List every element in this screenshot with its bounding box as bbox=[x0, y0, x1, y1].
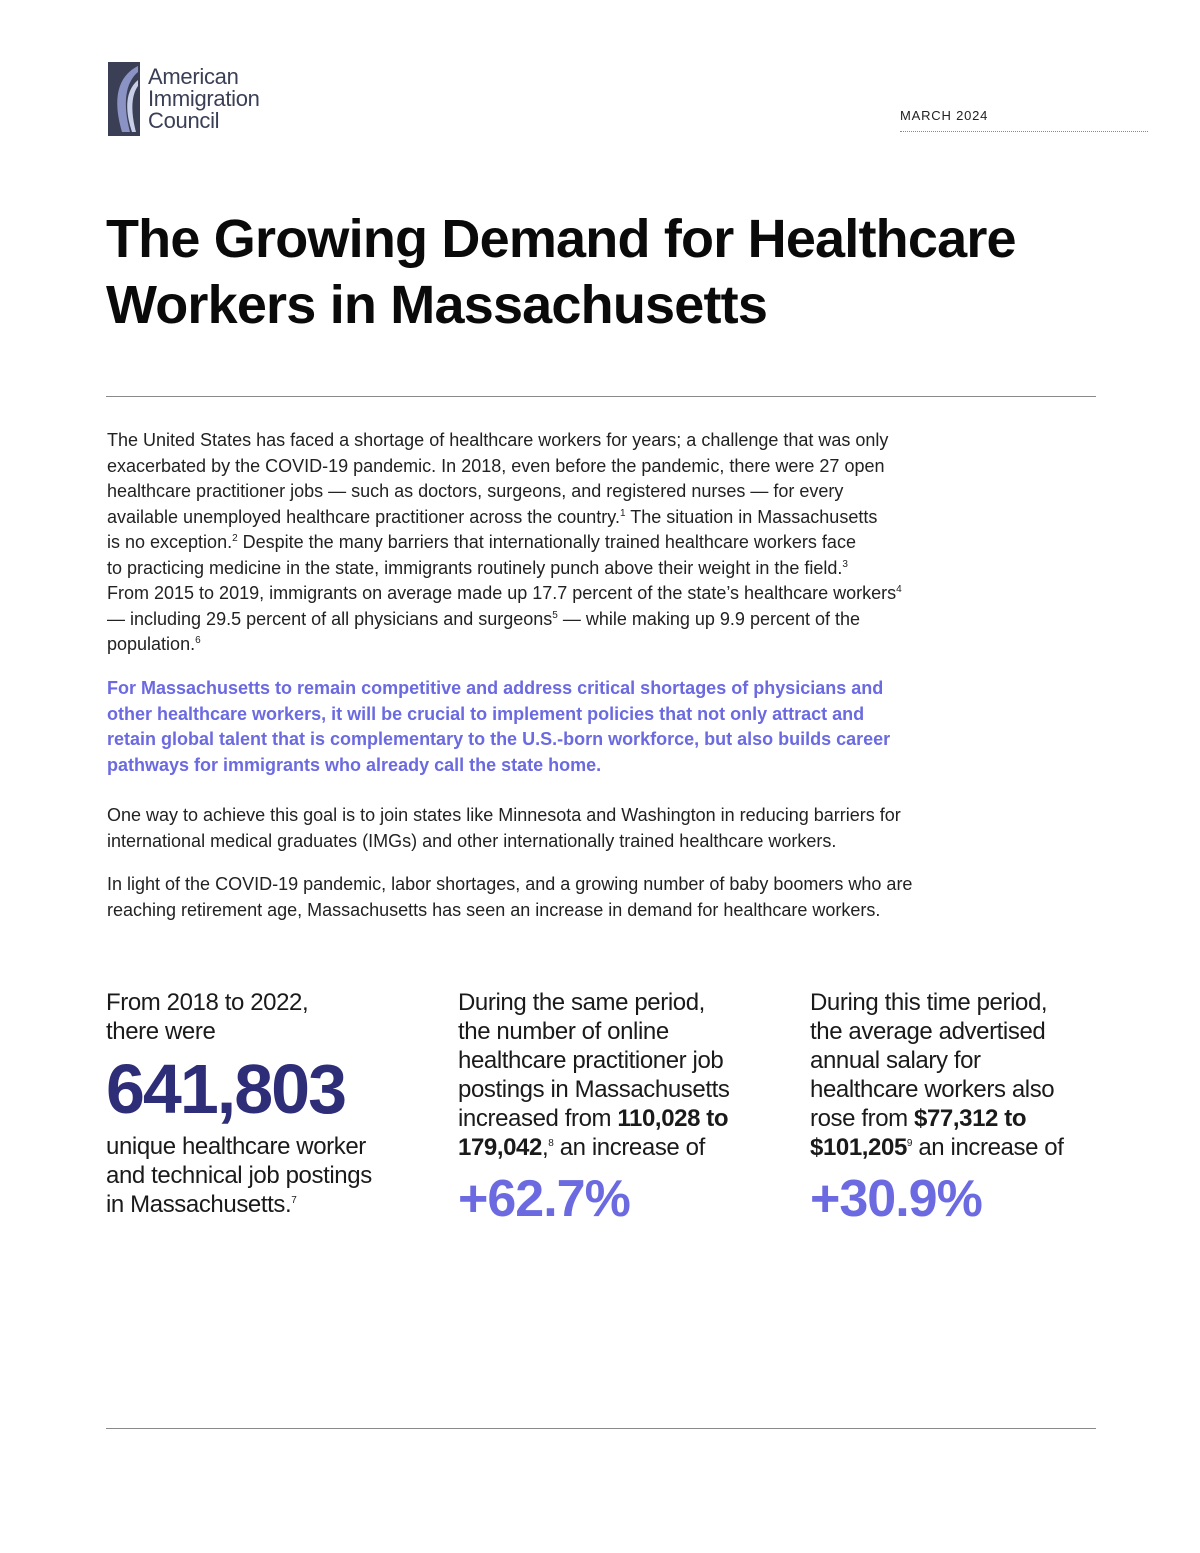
text-line bbox=[810, 1104, 1130, 1133]
text-line: international medical graduates (IMGs) and other internationally trained healthcare workers. bbox=[107, 830, 837, 851]
text-line: From 2018 to 2022, bbox=[106, 989, 309, 1016]
page-title bbox=[106, 206, 1166, 338]
publication-date: MARCH 2024 bbox=[900, 108, 989, 123]
text-line: One way to achieve this goal is to join states like Minnesota and Washington in reducing barriers for bbox=[107, 805, 901, 825]
org-logo bbox=[108, 62, 288, 140]
text-line: exacerbated by the COVID-19 pandemic. In 2018, even before the pandemic, there were 27 open bbox=[107, 455, 885, 476]
text-line: healthcare practitioner jobs — such as doctors, surgeons, and registered nurses — for every bbox=[107, 481, 844, 501]
text-line: postings in Massachusetts bbox=[458, 1076, 730, 1103]
text-span: From 2015 to 2019, immigrants on average made up 17.7 percent of the state’s healthcare workers bbox=[107, 583, 897, 603]
bold-value: 179,042 bbox=[458, 1134, 542, 1161]
bold-value: $101,205 bbox=[810, 1134, 907, 1161]
footnote-ref[interactable]: 2 bbox=[232, 533, 238, 544]
title-line: Workers in Massachusetts bbox=[106, 275, 768, 335]
logo-wordmark bbox=[148, 66, 260, 132]
text-line: For Massachusetts to remain competitive and address critical shortages of physicians and bbox=[107, 678, 884, 698]
bold-value: $77,312 to bbox=[914, 1105, 1027, 1132]
text-line: there were bbox=[106, 1018, 216, 1045]
text-line: healthcare practitioner job bbox=[458, 1047, 724, 1074]
bottom-divider bbox=[106, 1428, 1096, 1429]
text-span: — while making up 9.9 percent of the bbox=[557, 608, 861, 629]
stat-salary bbox=[810, 988, 1130, 1234]
text-span: in Massachusetts. bbox=[106, 1191, 292, 1218]
text-line: During this time period, bbox=[810, 989, 1048, 1016]
title-line: The Growing Demand for Healthcare bbox=[106, 209, 1016, 269]
stat-percent: +30.9% bbox=[810, 1170, 982, 1228]
footnote-ref[interactable]: 7 bbox=[291, 1195, 297, 1206]
footnote-ref[interactable]: 1 bbox=[619, 507, 626, 519]
text-span: is no exception. bbox=[107, 532, 233, 552]
text-line: healthcare workers also bbox=[810, 1076, 1055, 1103]
text-line: retain global talent that is complementary to the U.S.-born workforce, but also builds career bbox=[107, 729, 891, 749]
stat-job-postings bbox=[106, 988, 426, 1219]
text-line: In light of the COVID-19 pandemic, labor shortages, and a growing number of baby boomers who are bbox=[107, 874, 913, 894]
stat-online-postings bbox=[458, 988, 778, 1234]
text-span: The situation in Massachusetts bbox=[625, 506, 878, 527]
logo-line: American bbox=[148, 64, 239, 89]
text-line bbox=[107, 632, 1097, 658]
text-line: reaching retirement age, Massachusetts has seen an increase in demand for healthcare workers. bbox=[107, 899, 881, 920]
text-line bbox=[810, 1133, 1130, 1162]
logo-line: Immigration bbox=[148, 86, 260, 111]
text-line: During the same period, bbox=[458, 989, 705, 1016]
footnote-ref[interactable]: 8 bbox=[548, 1138, 554, 1149]
intro-paragraph bbox=[107, 428, 1097, 658]
bold-value: 110,028 to bbox=[617, 1105, 729, 1132]
stat-percent: +62.7% bbox=[458, 1170, 630, 1228]
text-line: annual salary for bbox=[810, 1047, 981, 1074]
footnote-ref[interactable]: 4 bbox=[896, 584, 902, 595]
body-paragraph bbox=[107, 872, 1097, 923]
text-span: — including 29.5 percent of all physicians and surgeons bbox=[107, 608, 553, 629]
logo-line: Council bbox=[148, 108, 220, 133]
text-line: unique healthcare worker bbox=[106, 1133, 366, 1160]
text-span: increased from bbox=[458, 1105, 618, 1132]
text-line: pathways for immigrants who already call the state home. bbox=[107, 754, 602, 775]
text-span: , bbox=[541, 1134, 549, 1161]
footnote-ref[interactable]: 5 bbox=[552, 609, 558, 621]
text-line: other healthcare workers, it will be crucial to implement policies that not only attract and bbox=[107, 703, 865, 724]
text-line: The United States has faced a shortage of healthcare workers for years; a challenge that was only bbox=[107, 430, 889, 450]
text-span: an increase of bbox=[553, 1134, 705, 1161]
text-line: the average advertised bbox=[810, 1018, 1046, 1045]
text-line bbox=[458, 1133, 778, 1162]
text-span: to practicing medicine in the state, immigrants routinely punch above their weight in the field. bbox=[107, 557, 843, 578]
text-span: an increase of bbox=[912, 1134, 1064, 1161]
text-line bbox=[107, 530, 1097, 556]
top-divider bbox=[106, 396, 1096, 397]
text-line bbox=[107, 505, 1097, 531]
text-line bbox=[106, 1190, 426, 1219]
text-line: and technical job postings bbox=[106, 1162, 372, 1189]
text-span: Despite the many barriers that internationally trained healthcare workers face bbox=[237, 532, 856, 552]
text-span: population. bbox=[107, 634, 196, 654]
text-span: rose from bbox=[810, 1105, 915, 1132]
swirl-logo-icon bbox=[108, 62, 140, 136]
footnote-ref[interactable]: 3 bbox=[842, 558, 848, 570]
footnote-ref[interactable]: 6 bbox=[195, 635, 201, 646]
text-line bbox=[458, 1104, 778, 1133]
body-paragraph bbox=[107, 803, 1097, 854]
footnote-ref[interactable]: 9 bbox=[906, 1138, 913, 1149]
date-divider bbox=[900, 131, 1148, 132]
text-line bbox=[107, 556, 1097, 582]
text-line bbox=[107, 607, 1097, 633]
text-line: the number of online bbox=[458, 1018, 669, 1045]
text-line bbox=[107, 581, 1097, 607]
highlight-callout bbox=[107, 676, 1107, 778]
text-span: available unemployed healthcare practitioner across the country. bbox=[107, 506, 620, 527]
stat-number: 641,803 bbox=[106, 1050, 346, 1128]
